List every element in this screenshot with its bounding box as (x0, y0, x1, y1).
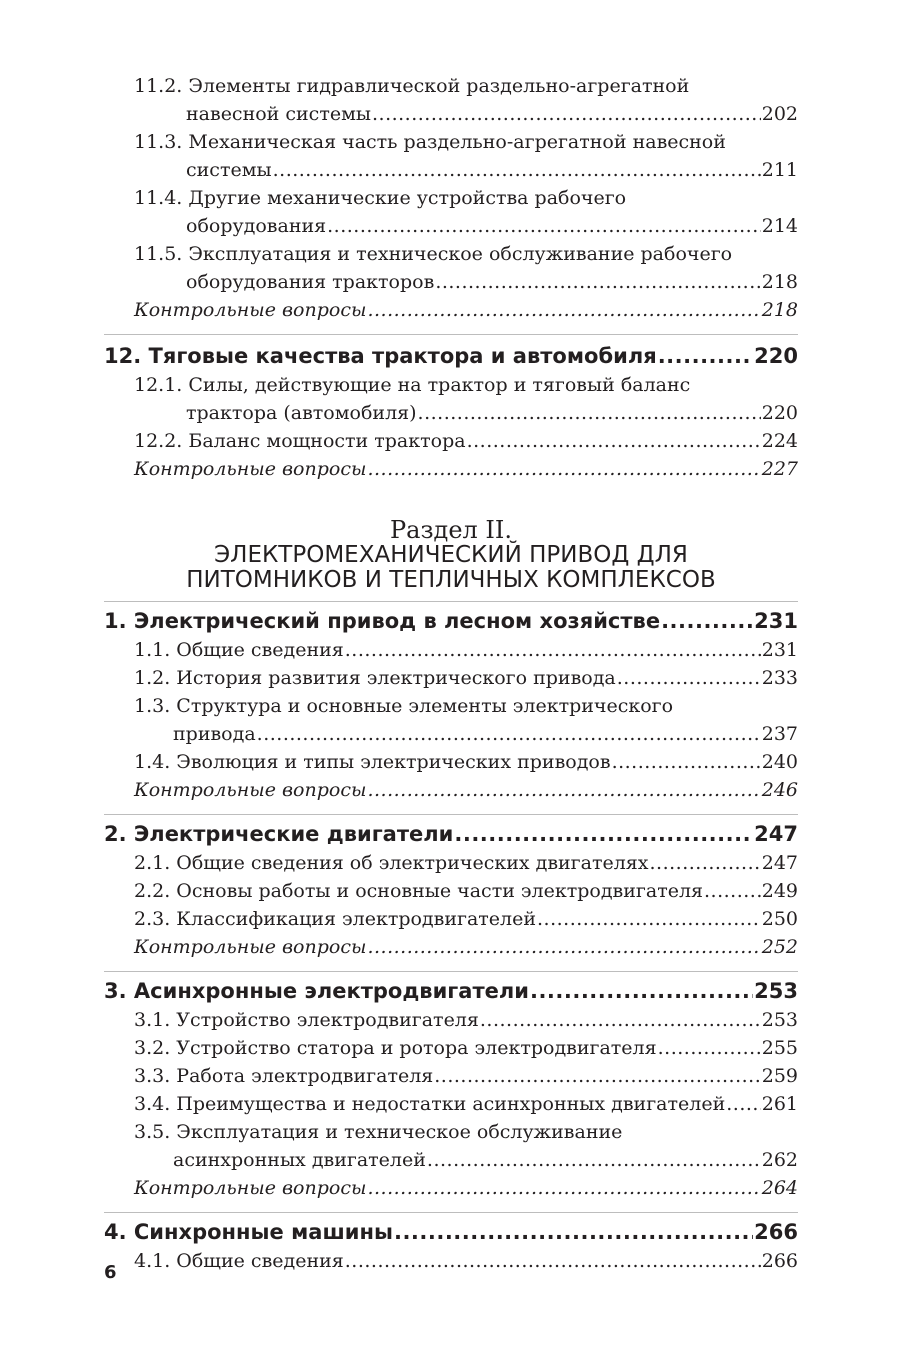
toc-page-number: 261 (761, 1093, 798, 1115)
toc-entry-12-2 (104, 427, 798, 455)
toc-entry-title: Контрольные вопросы (134, 779, 367, 801)
toc-page-number: 233 (761, 667, 798, 689)
toc-page-number: 253 (754, 979, 798, 1003)
divider (104, 601, 798, 602)
dot-leader (658, 1034, 761, 1062)
toc-page-number: 259 (761, 1065, 798, 1087)
toc-entry-title: асинхронных двигателей (173, 1149, 426, 1171)
dot-leader (480, 1006, 761, 1034)
toc-entry-title: оборудования тракторов (186, 271, 435, 293)
toc-page-number: 253 (761, 1009, 798, 1031)
toc-entry-11-3 (104, 156, 798, 184)
toc-page-number: 240 (761, 751, 798, 773)
table-of-contents (104, 72, 798, 1275)
divider (104, 971, 798, 972)
dot-leader (726, 1090, 761, 1118)
dot-leader (530, 976, 753, 1006)
dot-leader (617, 664, 761, 692)
toc-entry-11-4-line1: 11.4. Другие механические устройства рабочего (134, 187, 627, 209)
toc-page-number: 227 (761, 458, 798, 480)
toc-entry-1-2 (104, 664, 798, 692)
toc-page-number: 266 (754, 1220, 798, 1244)
dot-leader (454, 819, 753, 849)
toc-page-number: 264 (761, 1177, 798, 1199)
toc-entry-title: навесной системы (186, 103, 371, 125)
dot-leader (257, 720, 761, 748)
toc-chapter-title: 2. Электрические двигатели (104, 822, 454, 846)
toc-entry-3-1 (104, 1006, 798, 1034)
dot-leader (704, 877, 761, 905)
toc-page-number: 255 (761, 1037, 798, 1059)
toc-entry-3-5 (104, 1146, 798, 1174)
toc-page-number: 211 (761, 159, 798, 181)
toc-entry-1-1 (104, 636, 798, 664)
toc-page-number: 262 (761, 1149, 798, 1171)
toc-page-number: 237 (761, 723, 798, 745)
toc-page-number: 220 (754, 344, 798, 368)
toc-page-number: 218 (761, 271, 798, 293)
toc-entry-3-2 (104, 1034, 798, 1062)
toc-entry-4-1 (104, 1247, 798, 1275)
toc-entry-title: Контрольные вопросы (134, 1177, 367, 1199)
toc-entry-11-3-line1: 11.3. Механическая часть раздельно-агрегатной навесной (134, 131, 726, 153)
dot-leader (367, 776, 760, 804)
dot-leader (612, 748, 761, 776)
toc-page-number: 231 (761, 639, 798, 661)
divider (104, 334, 798, 335)
toc-page-number: 246 (761, 779, 798, 801)
toc-control-questions-2 (104, 933, 798, 961)
toc-page-number: 252 (761, 936, 798, 958)
toc-entry-11-5 (104, 268, 798, 296)
dot-leader (427, 1146, 761, 1174)
toc-entry-title: трактора (автомобиля) (186, 402, 417, 424)
toc-entry-3-3 (104, 1062, 798, 1090)
toc-control-questions-1 (104, 776, 798, 804)
toc-entry-title: 3.4. Преимущества и недостатки асинхронных двигателей (134, 1093, 726, 1115)
toc-chapter-3 (104, 976, 798, 1006)
toc-page-number: 218 (761, 299, 798, 321)
toc-entry-title: 1.2. История развития электрического привода (134, 667, 616, 689)
divider (104, 814, 798, 815)
toc-entry-3-5-line1: 3.5. Эксплуатация и техническое обслуживание (134, 1121, 623, 1143)
dot-leader (367, 1174, 760, 1202)
toc-entry-title: 1.4. Эволюция и типы электрических приводов (134, 751, 611, 773)
toc-page-number: 214 (761, 215, 798, 237)
toc-chapter-1 (104, 606, 798, 636)
section-heading (104, 517, 798, 593)
toc-entry-title: системы (186, 159, 272, 181)
toc-entry-title: 3.2. Устройство статора и ротора электродвигателя (134, 1037, 657, 1059)
toc-entry-2-2 (104, 877, 798, 905)
toc-chapter-4 (104, 1217, 798, 1247)
toc-entry-11-5-line1: 11.5. Эксплуатация и техническое обслуживание рабочего (134, 243, 733, 265)
toc-page-number: 224 (761, 430, 798, 452)
toc-page-number: 247 (754, 822, 798, 846)
dot-leader (345, 636, 761, 664)
dot-leader (435, 268, 760, 296)
toc-entry-11-2-line1: 11.2. Элементы гидравлической раздельно-агрегатной (134, 75, 690, 97)
toc-entry-title: 2.1. Общие сведения об электрических двигателях (134, 852, 649, 874)
toc-entry-title: 12.2. Баланс мощности трактора (134, 430, 466, 452)
toc-entry-title: привода (173, 723, 256, 745)
dot-leader (650, 849, 761, 877)
toc-entry-1-4 (104, 748, 798, 776)
toc-entry-1-3-line1: 1.3. Структура и основные элементы электрического (134, 695, 674, 717)
toc-page-number: 202 (761, 103, 798, 125)
toc-entry-11-4 (104, 212, 798, 240)
dot-leader (418, 399, 761, 427)
toc-entry-2-1 (104, 849, 798, 877)
toc-chapter-title: 3. Асинхронные электродвигатели (104, 979, 529, 1003)
toc-chapter-title: 12. Тяговые качества трактора и автомобиля (104, 344, 657, 368)
toc-entry-title: 3.3. Работа электродвигателя (134, 1065, 434, 1087)
toc-page-number: 247 (761, 852, 798, 874)
dot-leader (394, 1217, 753, 1247)
dot-leader (345, 1247, 761, 1275)
section-subtitle-line2: ПИТОМНИКОВ И ТЕПЛИЧНЫХ КОМПЛЕКСОВ (186, 567, 716, 593)
dot-leader (661, 606, 753, 636)
toc-control-questions-12 (104, 455, 798, 483)
section-subtitle-line1: ЭЛЕКТРОМЕХАНИЧЕСКИЙ ПРИВОД ДЛЯ (214, 542, 688, 568)
toc-control-questions-3 (104, 1174, 798, 1202)
toc-chapter-title: 4. Синхронные машины (104, 1220, 393, 1244)
toc-entry-12-1-line1: 12.1. Силы, действующие на трактор и тяговый баланс (134, 374, 691, 396)
toc-entry-title: 3.1. Устройство электродвигателя (134, 1009, 479, 1031)
section-title: Раздел II. (390, 516, 512, 544)
toc-page-number: 266 (761, 1250, 798, 1272)
toc-entry-title: Контрольные вопросы (134, 299, 367, 321)
toc-entry-title: оборудования (186, 215, 327, 237)
toc-entry-title: 4.1. Общие сведения (134, 1250, 344, 1272)
dot-leader (372, 100, 761, 128)
toc-chapter-12 (104, 341, 798, 371)
toc-page-number: 220 (761, 402, 798, 424)
toc-page-number: 250 (761, 908, 798, 930)
toc-entry-2-3 (104, 905, 798, 933)
toc-entry-title: Контрольные вопросы (134, 458, 367, 480)
dot-leader (434, 1062, 760, 1090)
toc-entry-12-1 (104, 399, 798, 427)
dot-leader (273, 156, 761, 184)
toc-page-number: 249 (761, 880, 798, 902)
dot-leader (367, 296, 760, 324)
toc-entry-title: 2.3. Классификация электродвигателей (134, 908, 537, 930)
toc-entry-11-2 (104, 100, 798, 128)
dot-leader (658, 341, 753, 371)
toc-entry-1-3 (104, 720, 798, 748)
toc-chapter-2 (104, 819, 798, 849)
toc-control-questions-11 (104, 296, 798, 324)
divider (104, 1212, 798, 1213)
toc-entry-title: 1.1. Общие сведения (134, 639, 344, 661)
toc-entry-title: 2.2. Основы работы и основные части электродвигателя (134, 880, 704, 902)
page-number-footer: 6 (104, 1262, 117, 1283)
toc-page-number: 231 (754, 609, 798, 633)
dot-leader (537, 905, 761, 933)
dot-leader (367, 455, 760, 483)
toc-chapter-title: 1. Электрический привод в лесном хозяйстве (104, 609, 661, 633)
toc-entry-title: Контрольные вопросы (134, 936, 367, 958)
dot-leader (467, 427, 761, 455)
toc-entry-3-4 (104, 1090, 798, 1118)
dot-leader (327, 212, 761, 240)
dot-leader (367, 933, 760, 961)
